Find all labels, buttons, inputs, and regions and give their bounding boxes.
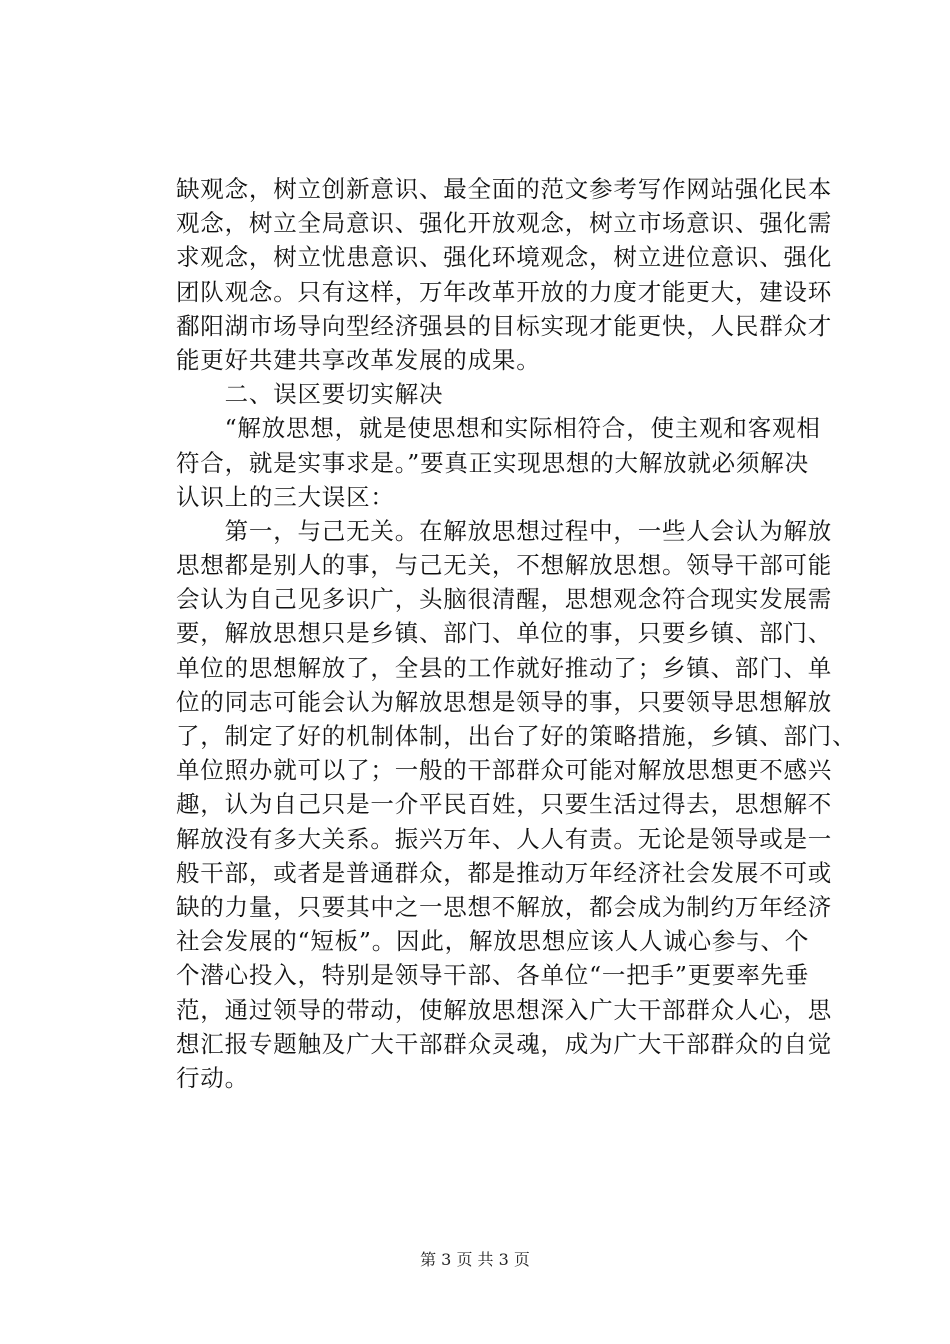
text-line: 范，通过领导的带动，使解放思想深入广大干部群众人心，思 xyxy=(176,995,833,1024)
text-line: “解放思想，就是使思想和实际相符合，使主观和客观相 xyxy=(176,414,821,443)
text-line: 第一，与己无关。在解放思想过程中，一些人会认为解放 xyxy=(176,516,833,545)
text-line: 单位的思想解放了，全县的工作就好推动了；乡镇、部门、单 xyxy=(176,653,833,682)
text-line: 观念，树立全局意识、强化开放观念，树立市场意识、强化需 xyxy=(176,209,833,238)
text-line: 团队观念。只有这样，万年改革开放的力度才能更大，建设环 xyxy=(176,277,833,306)
text-line: 了，制定了好的机制体制，出台了好的策略措施，乡镇、部门、 xyxy=(176,722,857,750)
text-line: 认识上的三大误区： xyxy=(176,482,395,511)
body-text xyxy=(176,172,857,1095)
text-line: 般干部，或者是普通群众，都是推动万年经济社会发展不可或 xyxy=(176,858,833,887)
text-line: 社会发展的“短板”。因此，解放思想应该人人诚心参与、个 xyxy=(176,927,810,956)
text-line: 趣，认为自己只是一介平民百姓，只要生活过得去，思想解不 xyxy=(176,790,833,819)
text-line: 鄱阳湖市场导向型经济强县的目标实现才能更快，人民群众才 xyxy=(176,311,833,340)
text-line: 行动。 xyxy=(176,1063,249,1092)
text-line: 缺的力量，只要其中之一思想不解放，都会成为制约万年经济 xyxy=(176,892,833,921)
text-line: 会认为自己见多识广，头脑很清醒，思想观念符合现实发展需 xyxy=(176,585,833,614)
section-heading: 二、误区要切实解决 xyxy=(176,380,444,409)
text-line: 位的同志可能会认为解放思想是领导的事，只要领导思想解放 xyxy=(176,687,833,716)
page-footer: 第 3 页 共 3 页 xyxy=(420,1250,530,1269)
text-line: 能更好共建共享改革发展的成果。 xyxy=(176,345,541,374)
text-line: 想汇报专题触及广大干部群众灵魂，成为广大干部群众的自觉 xyxy=(176,1029,833,1058)
text-line: 解放没有多大关系。振兴万年、人人有责。无论是领导或是一 xyxy=(176,824,833,853)
text-line: 单位照办就可以了；一般的干部群众可能对解放思想更不感兴 xyxy=(176,756,833,785)
text-line: 符合，就是实事求是。”要真正实现思想的大解放就必须解决 xyxy=(176,448,809,477)
text-line: 缺观念，树立创新意识、最全面的范文参考写作网站强化民本 xyxy=(176,175,833,203)
text-line: 思想都是别人的事，与己无关，不想解放思想。领导干部可能 xyxy=(176,551,833,580)
text-line: 个潜心投入，特别是领导干部、各单位“一把手”更要率先垂 xyxy=(176,961,810,990)
text-line: 要，解放思想只是乡镇、部门、单位的事，只要乡镇、部门、 xyxy=(176,619,833,648)
text-line: 求观念，树立忧患意识、强化环境观念，树立进位意识、强化 xyxy=(176,243,833,272)
